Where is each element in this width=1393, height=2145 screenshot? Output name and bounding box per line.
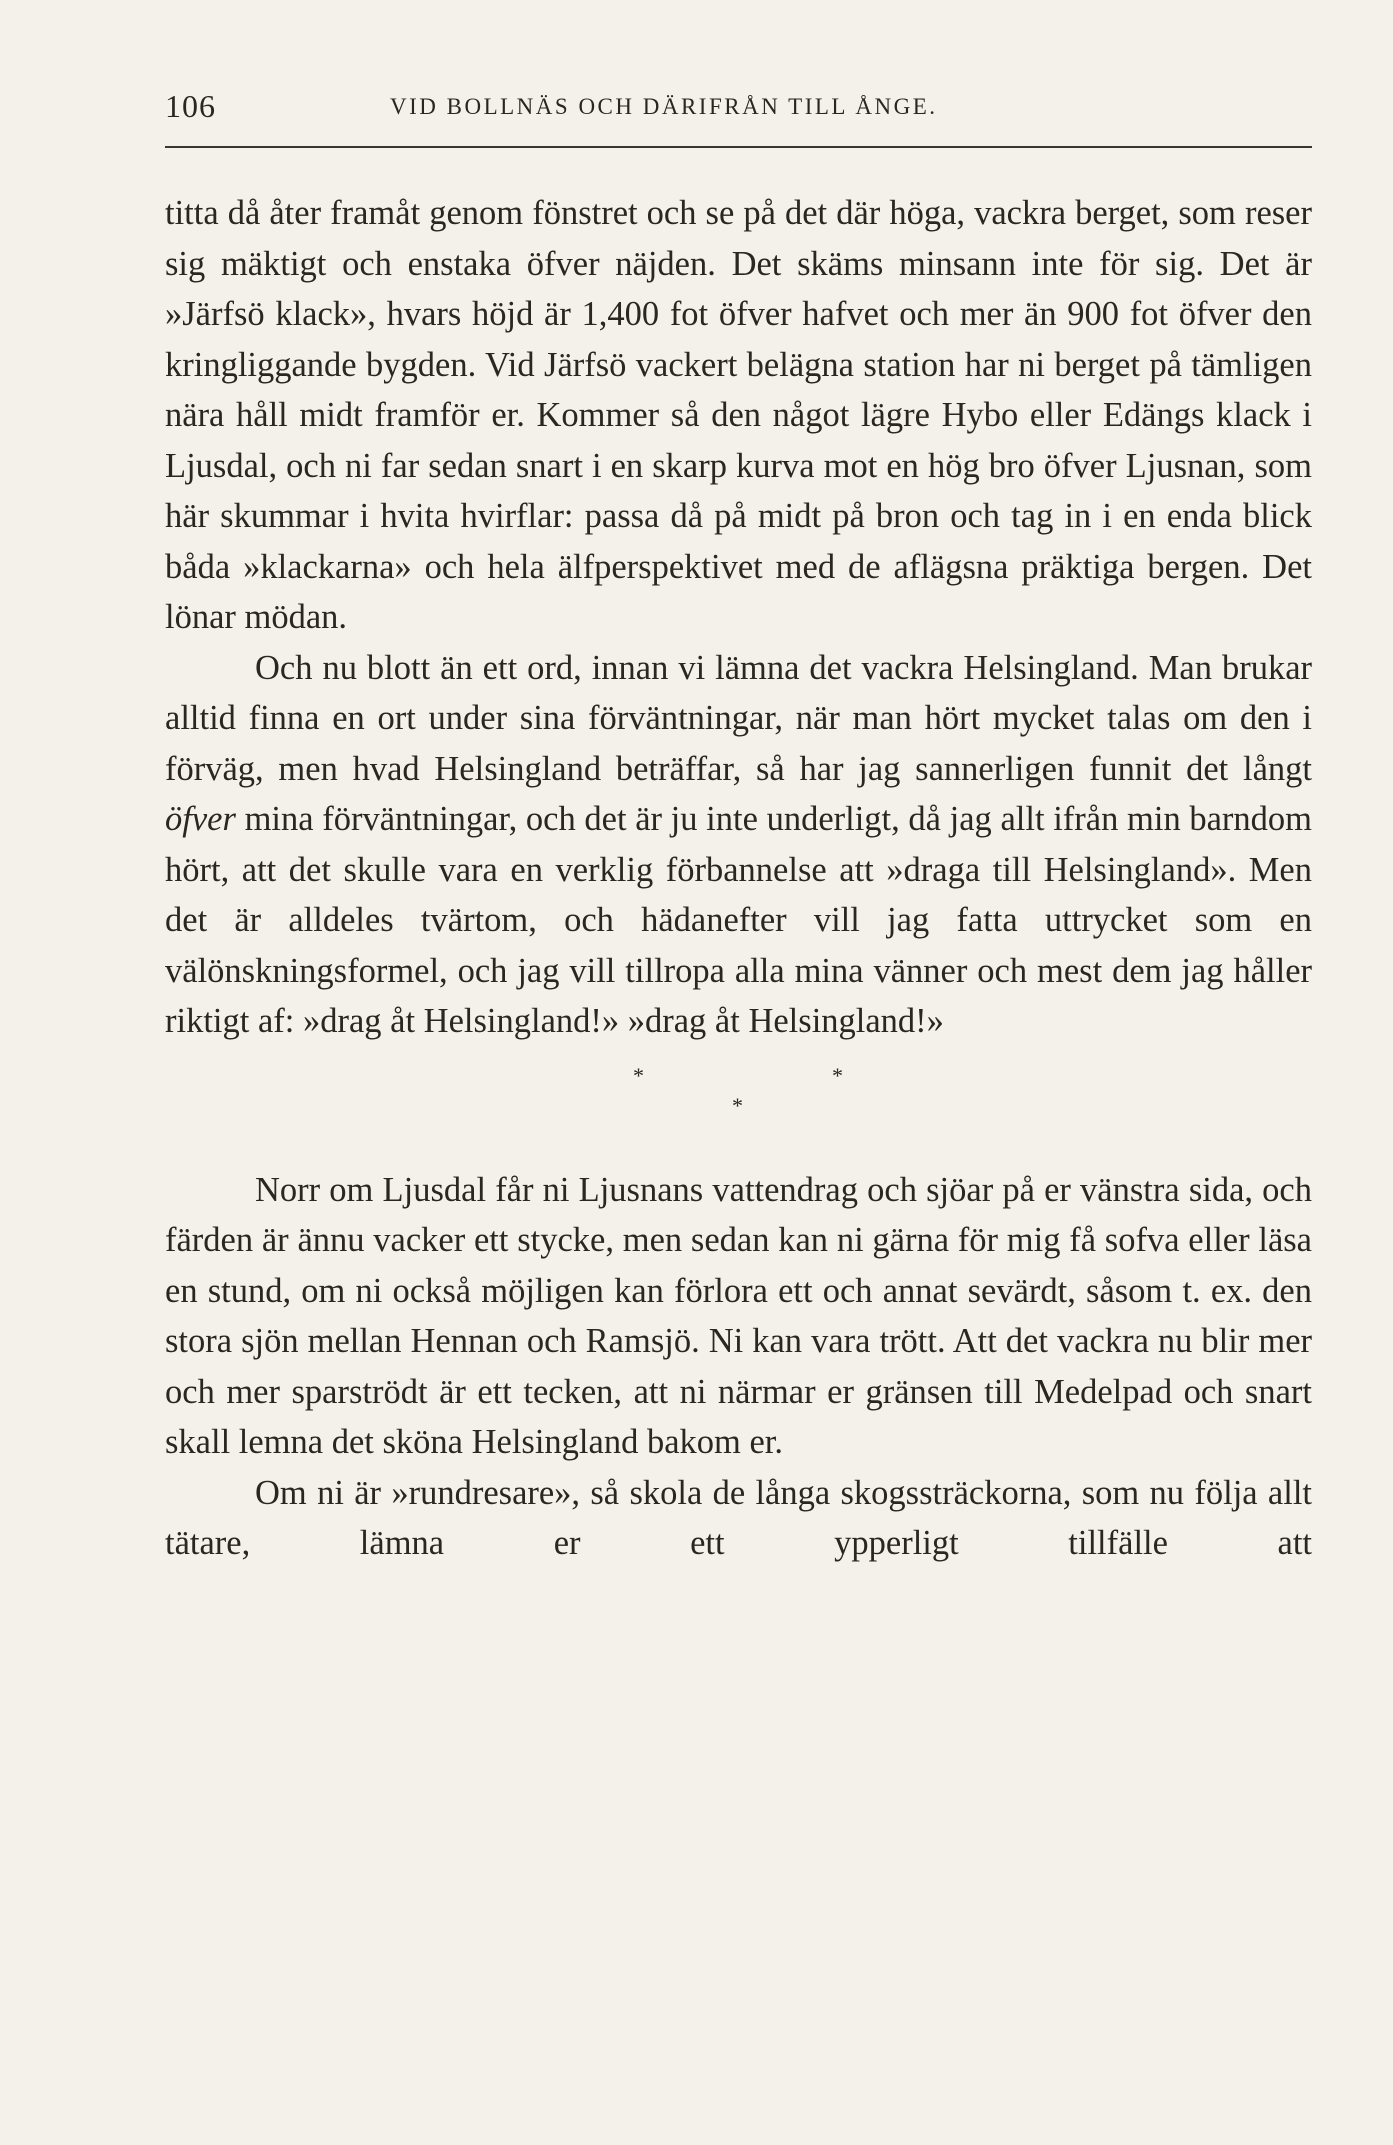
paragraph-2-before-italic: Och nu blott än ett ord, innan vi lämna det vackra Helsingland. Man brukar alltid finna en ort under sina förväntningar, när man hört mycket talas om den i förväg, men hvad Helsingland beträffar, så har jag sannerligen funnit det långt: [165, 648, 1312, 788]
page-header: [165, 88, 1312, 132]
paragraph-1-text: titta då åter framåt genom fönstret och se på det där höga, vackra berget, som reser sig mäktigt och enstaka öfver näjden. Det skäms minsann inte för sig. Det är »Järfsö klack», hvars höjd är 1,400 fot öfver hafvet och mer än 900 fot öfver den kringliggande bygden. Vid Järfsö vackert belägna station har ni berget på tämligen nära håll midt framför er. Kommer så den något lägre Hybo eller Edängs klack i Ljusdal, och ni far sedan snart i en skarp kurva mot en hög bro öfver Ljusnan, som här skummar i hvita hvirflar: passa då på midt på bron och tag in i en enda blick båda »klackarna» och hela älfperspektivet med de aflägsna präktiga bergen. Det lönar mödan.: [165, 194, 1312, 636]
paragraph-2: [165, 643, 1312, 1047]
paragraph-4: [165, 1468, 1312, 1569]
paragraph-3: [165, 1165, 1312, 1468]
page-number: 106: [165, 88, 216, 124]
separator-asterisk: *: [633, 1062, 644, 1088]
running-title: VID BOLLNÄS OCH DÄRIFRÅN TILL ÅNGE.: [390, 94, 938, 119]
paragraph-2-after-italic: mina förväntningar, och det är ju inte underligt, då jag allt ifrån min barndom hört, att det skulle vara en verklig förbannelse att »draga till Helsingland». Men det är alldeles tvärtom, och hädanefter vill jag fatta uttrycket som en välönskningsformel, och jag vill tillropa alla mina vänner och mest dem jag håller riktigt af: »drag åt Helsingland!» »drag åt Helsingland!»: [165, 800, 1312, 1040]
separator-asterisk: *: [832, 1062, 843, 1088]
section-separator: [165, 1047, 1312, 1165]
paragraph-1: [165, 188, 1312, 643]
header-rule: [165, 146, 1312, 148]
paragraph-3-text: Norr om Ljusdal får ni Ljusnans vattendrag och sjöar på er vänstra sida, och färden är ännu vacker ett stycke, men sedan kan ni gärna för mig få sofva eller läsa en stund, om ni också möjligen kan förlora ett och annat sevärdt, såsom t. ex. den stora sjön mellan Hennan och Ramsjö. Ni kan vara trött. Att det vackra nu blir mer och mer sparströdt är ett tecken, att ni närmar er gränsen till Medelpad och snart skall lemna det sköna Helsingland bakom er.: [165, 1170, 1312, 1461]
paragraph-2-italic: öfver: [165, 800, 236, 838]
separator-asterisk: *: [732, 1092, 743, 1118]
paragraph-4-text: Om ni är »rundresare», så skola de långa skogssträckorna, som nu följa allt tätare, lämna er ett ypperligt tillfälle att: [165, 1473, 1312, 1562]
body-text: [165, 188, 1312, 1569]
